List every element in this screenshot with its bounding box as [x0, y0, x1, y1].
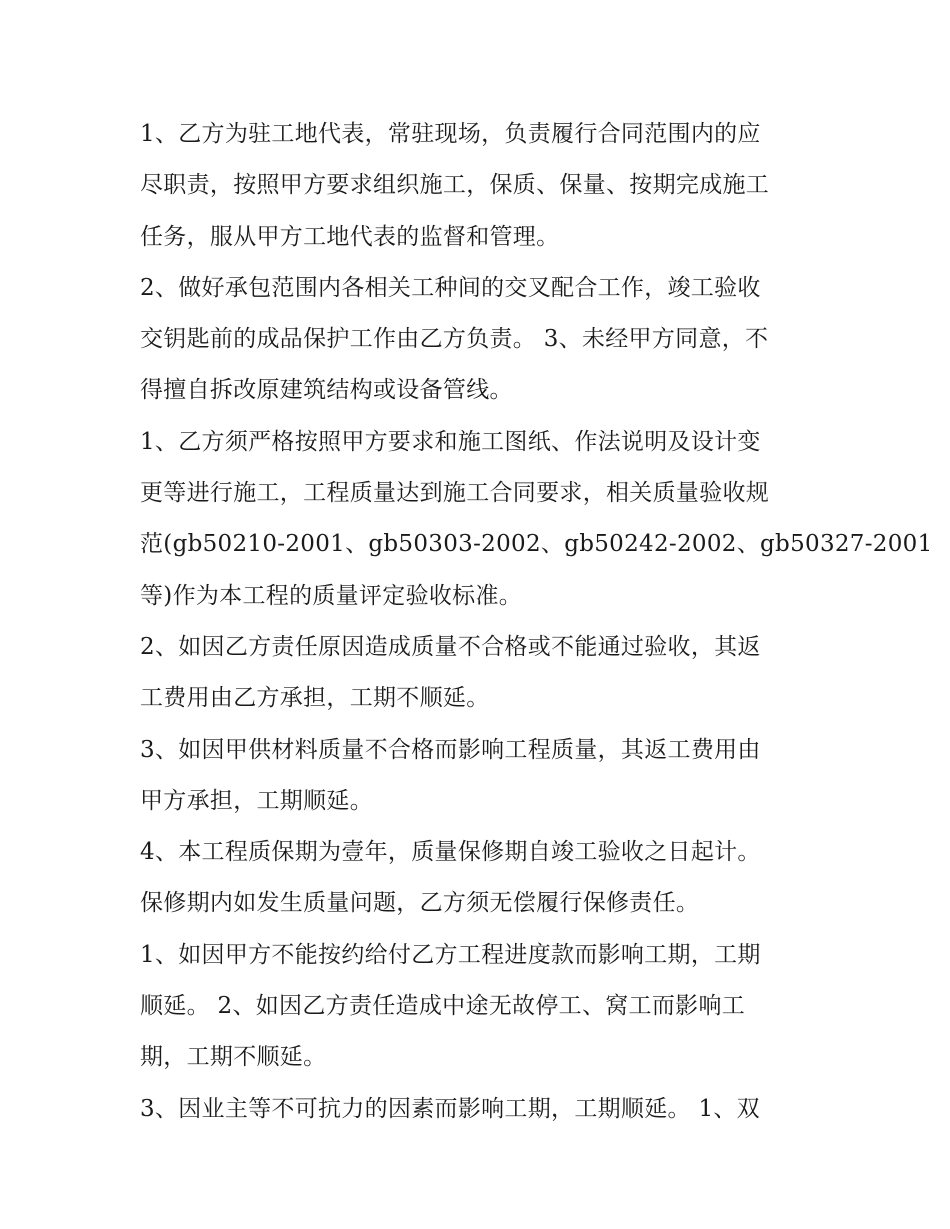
text-line: 甲方承担，工期顺延。 [140, 787, 373, 814]
text-line: 1、乙方为驻工地代表，常驻现场，负责履行合同范围内的应 [140, 121, 761, 147]
text-line: 3、如因甲供材料质量不合格而影响工程质量，其返工费用由 [140, 736, 761, 763]
text-line: 更等进行施工，工程质量达到施工合同要求，相关质量验收规 [140, 480, 770, 507]
text-line: 范(gb50210-2001、gb50303-2002、gb50242-2002、gb50327-2001 [140, 531, 933, 558]
text-line: 3、因业主等不可抗力的因素而影响工期，工期顺延。 1、双 [140, 1095, 760, 1122]
text-line: 得擅自拆改原建筑结构或设备管线。 [140, 377, 513, 404]
text-line: 1、乙方须严格按照甲方要求和施工图纸、作法说明及设计变 [140, 428, 761, 455]
text-line: 1、如因甲方不能按约给付乙方工程进度款而影响工期，工期 [140, 941, 761, 968]
text-line: 2、如因乙方责任原因造成质量不合格或不能通过验收，其返 [140, 633, 761, 660]
text-line: 交钥匙前的成品保护工作由乙方负责。 3、未经甲方同意，不 [140, 326, 769, 353]
text-line: 2、做好承包范围内各相关工种间的交叉配合工作，竣工验收 [140, 274, 761, 301]
contract-text [140, 109, 933, 1135]
text-line: 顺延。 2、如因乙方责任造成中途无故停工、窝工而影响工 [140, 993, 746, 1020]
text-line: 尽职责，按照甲方要求组织施工，保质、保量、按期完成施工 [140, 172, 770, 199]
text-line: 4、本工程质保期为壹年，质量保修期自竣工验收之日起计。 [140, 839, 761, 866]
text-line: 保修期内如发生质量问题，乙方须无偿履行保修责任。 [140, 890, 700, 917]
text-line: 任务，服从甲方工地代表的监督和管理。 [140, 223, 560, 250]
text-line: 期，工期不顺延。 [140, 1044, 327, 1071]
text-line: 工费用由乙方承担，工期不顺延。 [140, 685, 490, 712]
text-line: 等)作为本工程的质量评定验收标准。 [140, 582, 523, 609]
